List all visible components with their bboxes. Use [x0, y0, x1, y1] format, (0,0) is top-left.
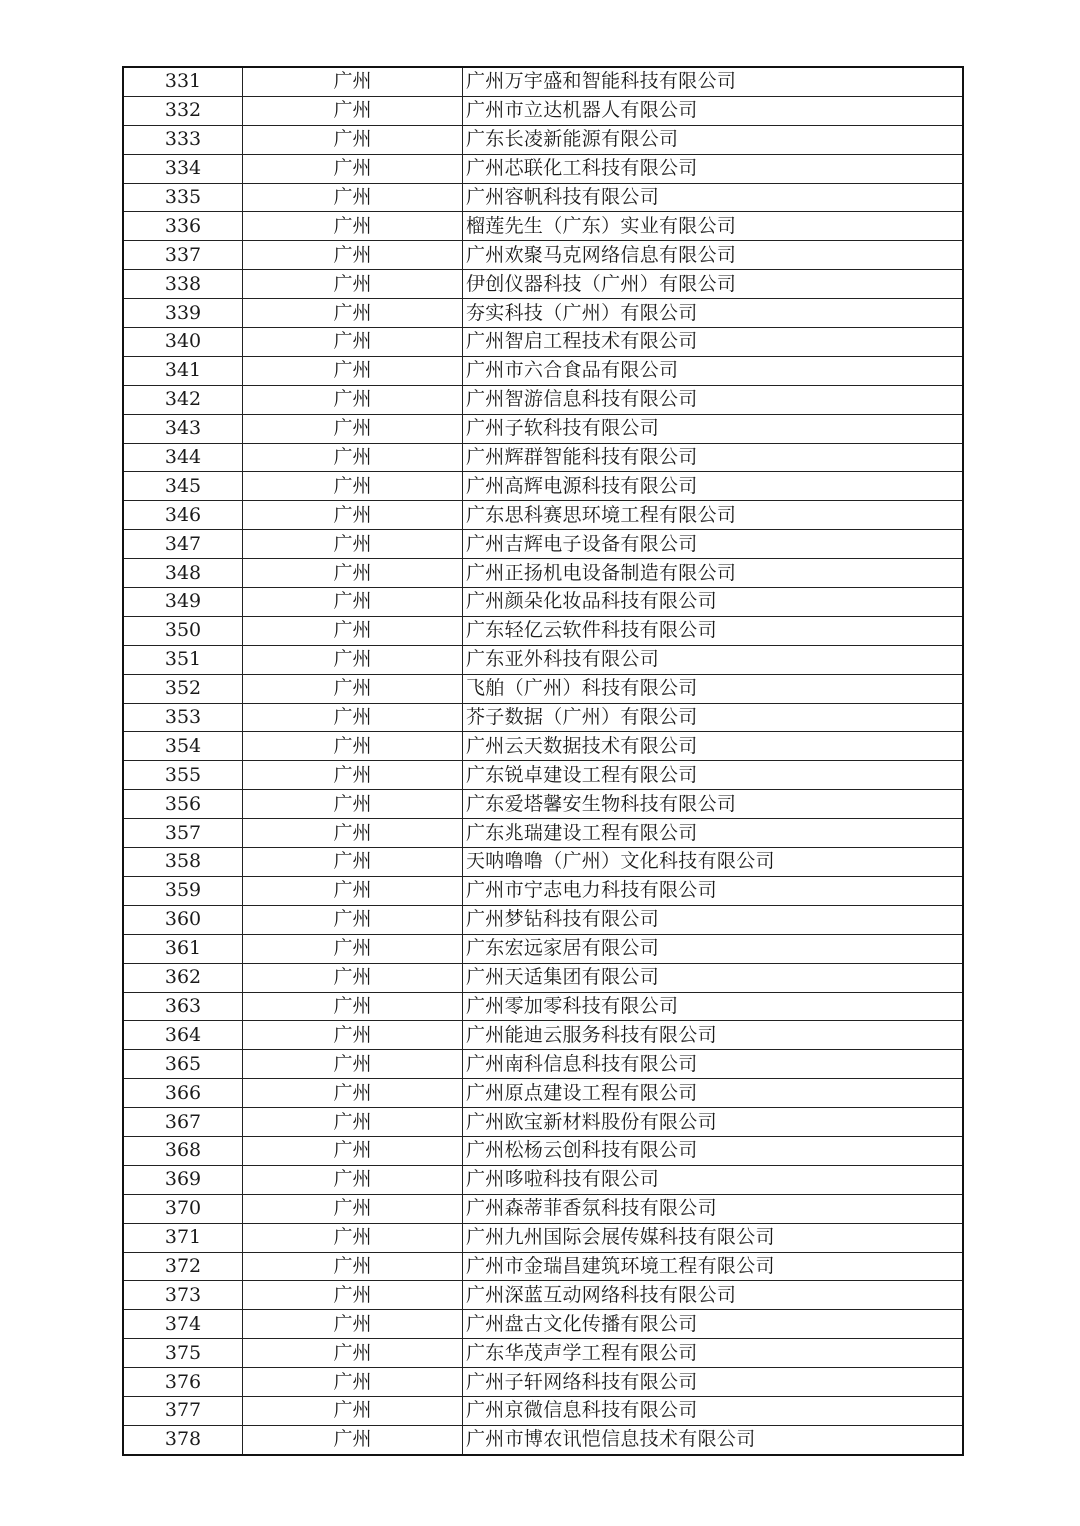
- table-row: [123, 414, 963, 443]
- row-number-cell: 332: [123, 96, 243, 125]
- company-name-cell: 广州能迪云服务科技有限公司: [463, 1021, 964, 1050]
- city-cell: 广州: [243, 1339, 463, 1368]
- table-row: [123, 328, 963, 357]
- company-name-cell: 广东亚外科技有限公司: [463, 645, 964, 674]
- city-cell: 广州: [243, 299, 463, 328]
- table-row: [123, 443, 963, 472]
- city-cell: 广州: [243, 674, 463, 703]
- company-name-cell: 广东华茂声学工程有限公司: [463, 1339, 964, 1368]
- city-cell: 广州: [243, 963, 463, 992]
- table-row: [123, 674, 963, 703]
- table-row: [123, 530, 963, 559]
- city-cell: 广州: [243, 1050, 463, 1079]
- row-number-cell: 376: [123, 1368, 243, 1397]
- table-row: [123, 212, 963, 241]
- row-number-cell: 336: [123, 212, 243, 241]
- company-name-cell: 广东思科赛思环境工程有限公司: [463, 501, 964, 530]
- company-name-cell: 广东锐卓建设工程有限公司: [463, 761, 964, 790]
- company-name-cell: 广州云天数据技术有限公司: [463, 732, 964, 761]
- row-number-cell: 362: [123, 963, 243, 992]
- city-cell: 广州: [243, 819, 463, 848]
- row-number-cell: 366: [123, 1079, 243, 1108]
- city-cell: 广州: [243, 1281, 463, 1310]
- table-row: [123, 1050, 963, 1079]
- row-number-cell: 370: [123, 1194, 243, 1223]
- row-number-cell: 347: [123, 530, 243, 559]
- row-number-cell: 371: [123, 1223, 243, 1252]
- company-name-cell: 飞舶（广州）科技有限公司: [463, 674, 964, 703]
- table-row: [123, 876, 963, 905]
- row-number-cell: 374: [123, 1310, 243, 1339]
- table-row: [123, 819, 963, 848]
- city-cell: 广州: [243, 1079, 463, 1108]
- row-number-cell: 331: [123, 67, 243, 96]
- row-number-cell: 373: [123, 1281, 243, 1310]
- row-number-cell: 342: [123, 385, 243, 414]
- city-cell: 广州: [243, 241, 463, 270]
- company-name-cell: 广州万宇盛和智能科技有限公司: [463, 67, 964, 96]
- table-row: [123, 1079, 963, 1108]
- table-row: [123, 501, 963, 530]
- city-cell: 广州: [243, 1021, 463, 1050]
- table-row: [123, 703, 963, 732]
- row-number-cell: 345: [123, 472, 243, 501]
- table-row: [123, 1339, 963, 1368]
- city-cell: 广州: [243, 645, 463, 674]
- company-name-cell: 广州市金瑞昌建筑环境工程有限公司: [463, 1252, 964, 1281]
- city-cell: 广州: [243, 1136, 463, 1165]
- company-name-cell: 榴莲先生（广东）实业有限公司: [463, 212, 964, 241]
- company-name-cell: 广东宏远家居有限公司: [463, 934, 964, 963]
- company-name-cell: 广州盘古文化传播有限公司: [463, 1310, 964, 1339]
- city-cell: 广州: [243, 905, 463, 934]
- city-cell: 广州: [243, 212, 463, 241]
- table-row: [123, 154, 963, 183]
- table-row: [123, 1021, 963, 1050]
- city-cell: 广州: [243, 1396, 463, 1425]
- row-number-cell: 351: [123, 645, 243, 674]
- row-number-cell: 359: [123, 876, 243, 905]
- company-name-cell: 广州智启工程技术有限公司: [463, 328, 964, 357]
- row-number-cell: 338: [123, 270, 243, 299]
- row-number-cell: 352: [123, 674, 243, 703]
- row-number-cell: 341: [123, 356, 243, 385]
- city-cell: 广州: [243, 530, 463, 559]
- company-name-cell: 广州哆啦科技有限公司: [463, 1165, 964, 1194]
- city-cell: 广州: [243, 732, 463, 761]
- table-row: [123, 934, 963, 963]
- company-name-cell: 广州松杨云创科技有限公司: [463, 1136, 964, 1165]
- table-row: [123, 1136, 963, 1165]
- table-row: [123, 645, 963, 674]
- row-number-cell: 334: [123, 154, 243, 183]
- row-number-cell: 364: [123, 1021, 243, 1050]
- company-name-cell: 广州颜朵化妆品科技有限公司: [463, 588, 964, 617]
- city-cell: 广州: [243, 848, 463, 877]
- row-number-cell: 367: [123, 1108, 243, 1137]
- table-row: [123, 616, 963, 645]
- company-name-cell: 广州九州国际会展传媒科技有限公司: [463, 1223, 964, 1252]
- row-number-cell: 365: [123, 1050, 243, 1079]
- table-row: [123, 472, 963, 501]
- company-name-cell: 广东轻亿云软件科技有限公司: [463, 616, 964, 645]
- row-number-cell: 357: [123, 819, 243, 848]
- company-name-cell: 广州高辉电源科技有限公司: [463, 472, 964, 501]
- row-number-cell: 363: [123, 992, 243, 1021]
- row-number-cell: 333: [123, 125, 243, 154]
- city-cell: 广州: [243, 1368, 463, 1397]
- row-number-cell: 346: [123, 501, 243, 530]
- table-row: [123, 963, 963, 992]
- row-number-cell: 348: [123, 559, 243, 588]
- table-row: [123, 588, 963, 617]
- company-name-cell: 广州欧宝新材料股份有限公司: [463, 1108, 964, 1137]
- table-row: [123, 1223, 963, 1252]
- table-row: [123, 790, 963, 819]
- company-name-cell: 广州京微信息科技有限公司: [463, 1396, 964, 1425]
- row-number-cell: 378: [123, 1425, 243, 1454]
- table-row: [123, 905, 963, 934]
- table-row: [123, 1396, 963, 1425]
- city-cell: 广州: [243, 67, 463, 96]
- city-cell: 广州: [243, 472, 463, 501]
- table-row: [123, 1310, 963, 1339]
- table-row: [123, 270, 963, 299]
- city-cell: 广州: [243, 501, 463, 530]
- table-row: [123, 241, 963, 270]
- company-list-table: [122, 66, 964, 1456]
- company-name-cell: 广州市宁志电力科技有限公司: [463, 876, 964, 905]
- city-cell: 广州: [243, 992, 463, 1021]
- table-row: [123, 1425, 963, 1454]
- city-cell: 广州: [243, 559, 463, 588]
- row-number-cell: 354: [123, 732, 243, 761]
- row-number-cell: 360: [123, 905, 243, 934]
- city-cell: 广州: [243, 934, 463, 963]
- company-name-cell: 广州深蓝互动网络科技有限公司: [463, 1281, 964, 1310]
- table-row: [123, 385, 963, 414]
- table-row: [123, 992, 963, 1021]
- company-name-cell: 广州天适集团有限公司: [463, 963, 964, 992]
- company-name-cell: 广东爱塔馨安生物科技有限公司: [463, 790, 964, 819]
- company-name-cell: 广州梦钻科技有限公司: [463, 905, 964, 934]
- row-number-cell: 337: [123, 241, 243, 270]
- row-number-cell: 339: [123, 299, 243, 328]
- row-number-cell: 335: [123, 183, 243, 212]
- table-row: [123, 299, 963, 328]
- company-name-cell: 广州吉辉电子设备有限公司: [463, 530, 964, 559]
- company-name-cell: 广州零加零科技有限公司: [463, 992, 964, 1021]
- city-cell: 广州: [243, 1310, 463, 1339]
- company-name-cell: 天呐噜噜（广州）文化科技有限公司: [463, 848, 964, 877]
- row-number-cell: 344: [123, 443, 243, 472]
- city-cell: 广州: [243, 385, 463, 414]
- company-name-cell: 夯实科技（广州）有限公司: [463, 299, 964, 328]
- table-row: [123, 96, 963, 125]
- city-cell: 广州: [243, 443, 463, 472]
- company-name-cell: 广州辉群智能科技有限公司: [463, 443, 964, 472]
- table-row: [123, 1281, 963, 1310]
- row-number-cell: 350: [123, 616, 243, 645]
- city-cell: 广州: [243, 1165, 463, 1194]
- company-name-cell: 广州子轩网络科技有限公司: [463, 1368, 964, 1397]
- company-name-cell: 广州市博农讯恺信息技术有限公司: [463, 1425, 964, 1454]
- row-number-cell: 343: [123, 414, 243, 443]
- table-row: [123, 1194, 963, 1223]
- city-cell: 广州: [243, 790, 463, 819]
- company-name-cell: 广东兆瑞建设工程有限公司: [463, 819, 964, 848]
- city-cell: 广州: [243, 1223, 463, 1252]
- city-cell: 广州: [243, 96, 463, 125]
- company-name-cell: 广州智游信息科技有限公司: [463, 385, 964, 414]
- company-name-cell: 广州芯联化工科技有限公司: [463, 154, 964, 183]
- city-cell: 广州: [243, 876, 463, 905]
- table-row: [123, 1252, 963, 1281]
- table-row: [123, 1108, 963, 1137]
- company-name-cell: 芥子数据（广州）有限公司: [463, 703, 964, 732]
- company-name-cell: 广州正扬机电设备制造有限公司: [463, 559, 964, 588]
- city-cell: 广州: [243, 1252, 463, 1281]
- city-cell: 广州: [243, 588, 463, 617]
- company-name-cell: 伊创仪器科技（广州）有限公司: [463, 270, 964, 299]
- city-cell: 广州: [243, 1108, 463, 1137]
- row-number-cell: 356: [123, 790, 243, 819]
- table-row: [123, 761, 963, 790]
- row-number-cell: 340: [123, 328, 243, 357]
- row-number-cell: 358: [123, 848, 243, 877]
- city-cell: 广州: [243, 183, 463, 212]
- city-cell: 广州: [243, 356, 463, 385]
- table-row: [123, 732, 963, 761]
- company-list-body: [123, 67, 963, 1455]
- row-number-cell: 369: [123, 1165, 243, 1194]
- city-cell: 广州: [243, 703, 463, 732]
- company-name-cell: 广东长凌新能源有限公司: [463, 125, 964, 154]
- table-row: [123, 356, 963, 385]
- table-row: [123, 1165, 963, 1194]
- row-number-cell: 353: [123, 703, 243, 732]
- row-number-cell: 355: [123, 761, 243, 790]
- company-name-cell: 广州市六合食品有限公司: [463, 356, 964, 385]
- table-row: [123, 559, 963, 588]
- company-name-cell: 广州欢聚马克网络信息有限公司: [463, 241, 964, 270]
- row-number-cell: 377: [123, 1396, 243, 1425]
- table-row: [123, 183, 963, 212]
- company-name-cell: 广州市立达机器人有限公司: [463, 96, 964, 125]
- row-number-cell: 372: [123, 1252, 243, 1281]
- company-name-cell: 广州原点建设工程有限公司: [463, 1079, 964, 1108]
- company-name-cell: 广州子软科技有限公司: [463, 414, 964, 443]
- city-cell: 广州: [243, 414, 463, 443]
- row-number-cell: 375: [123, 1339, 243, 1368]
- table-row: [123, 67, 963, 96]
- city-cell: 广州: [243, 125, 463, 154]
- city-cell: 广州: [243, 616, 463, 645]
- company-name-cell: 广州容帆科技有限公司: [463, 183, 964, 212]
- city-cell: 广州: [243, 328, 463, 357]
- table-row: [123, 848, 963, 877]
- city-cell: 广州: [243, 154, 463, 183]
- row-number-cell: 361: [123, 934, 243, 963]
- city-cell: 广州: [243, 761, 463, 790]
- row-number-cell: 349: [123, 588, 243, 617]
- table-row: [123, 125, 963, 154]
- city-cell: 广州: [243, 1194, 463, 1223]
- company-name-cell: 广州南科信息科技有限公司: [463, 1050, 964, 1079]
- city-cell: 广州: [243, 270, 463, 299]
- city-cell: 广州: [243, 1425, 463, 1454]
- company-name-cell: 广州森蒂菲香氛科技有限公司: [463, 1194, 964, 1223]
- row-number-cell: 368: [123, 1136, 243, 1165]
- table-row: [123, 1368, 963, 1397]
